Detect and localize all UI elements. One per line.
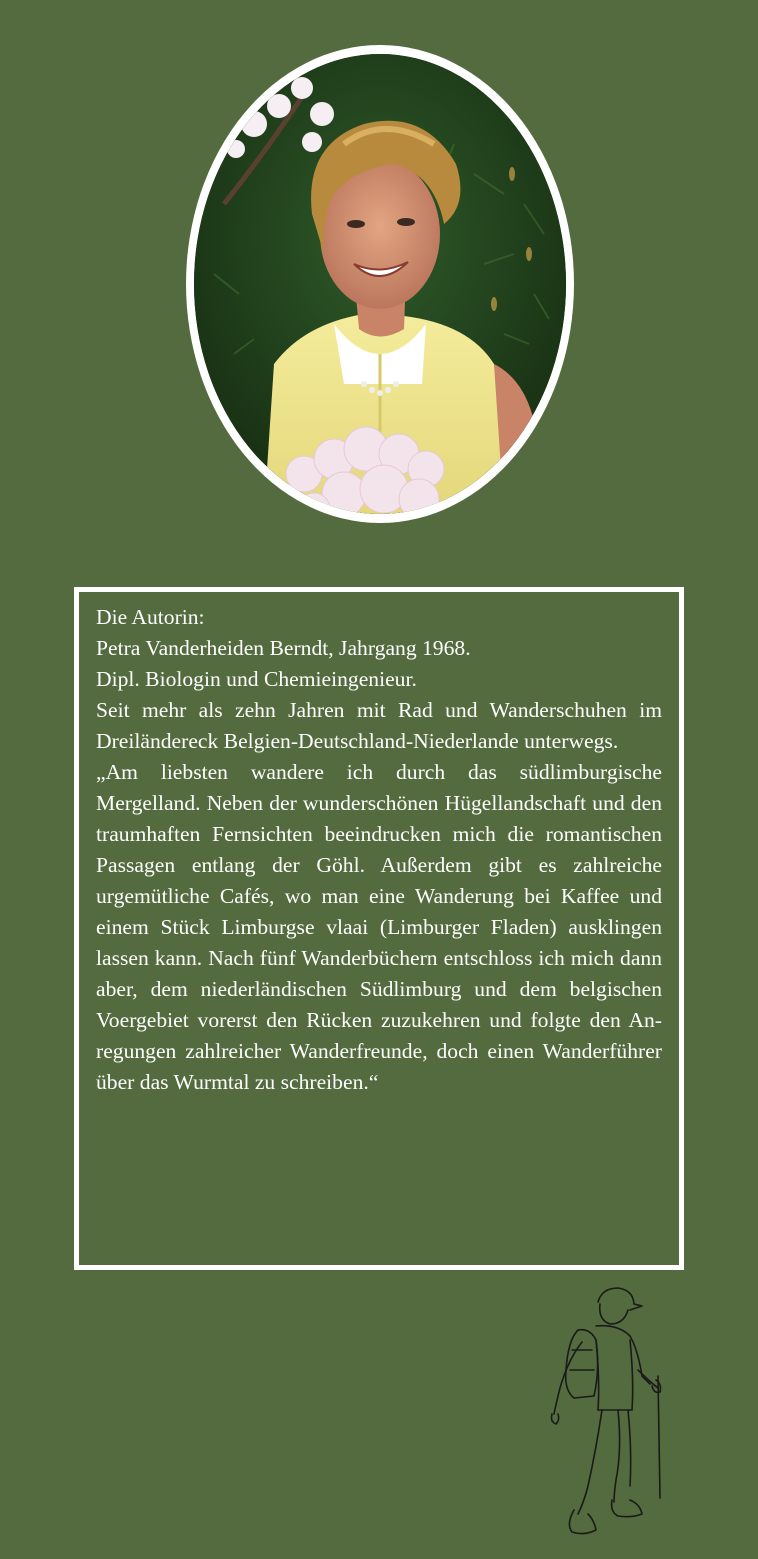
bio-profession-line: Dipl. Biologin und Chemieingenieur. bbox=[96, 667, 417, 691]
author-portrait-photo bbox=[194, 54, 566, 514]
author-bio-box bbox=[74, 587, 684, 1270]
bio-quote-text: „Am liebsten wandere ich durch das südlimburgische Mergelland. Neben der wunderschönen Hügellandschaft und den traumhaften Fernsichten beeindrucken mich die romantischen Passagen entlang der Göhl. Außerdem gibt es zahlreiche urgemütliche Cafés, wo man eine Wanderung bei Kaffee und einem Stück Limburgse vlaai (Limburger Fladen) ausklingen lassen kann. Nach fünf Wanderbüchern entschloss ich mich dann aber, dem niederländischen Südlimburg und dem belgischen Voergebiet vorerst den Rücken zuzukehren und folgte den Anregungen zahlreicher Wanderfreunde, doch einen Wanderführer über das Wurmtal zu schreiben.“ bbox=[96, 760, 662, 1094]
bio-heading: Die Autorin: bbox=[96, 605, 205, 629]
bio-name-line: Petra Vanderheiden Berndt, Jahrgang 1968. bbox=[96, 636, 471, 660]
bio-experience-text: Seit mehr als zehn Jahren mit Rad und Wanderschuhen im Dreiländereck Belgien-Deutschland-Niederlande unterwegs. bbox=[96, 698, 662, 753]
hiker-sketch bbox=[538, 1280, 678, 1540]
author-portrait-frame bbox=[186, 45, 574, 523]
